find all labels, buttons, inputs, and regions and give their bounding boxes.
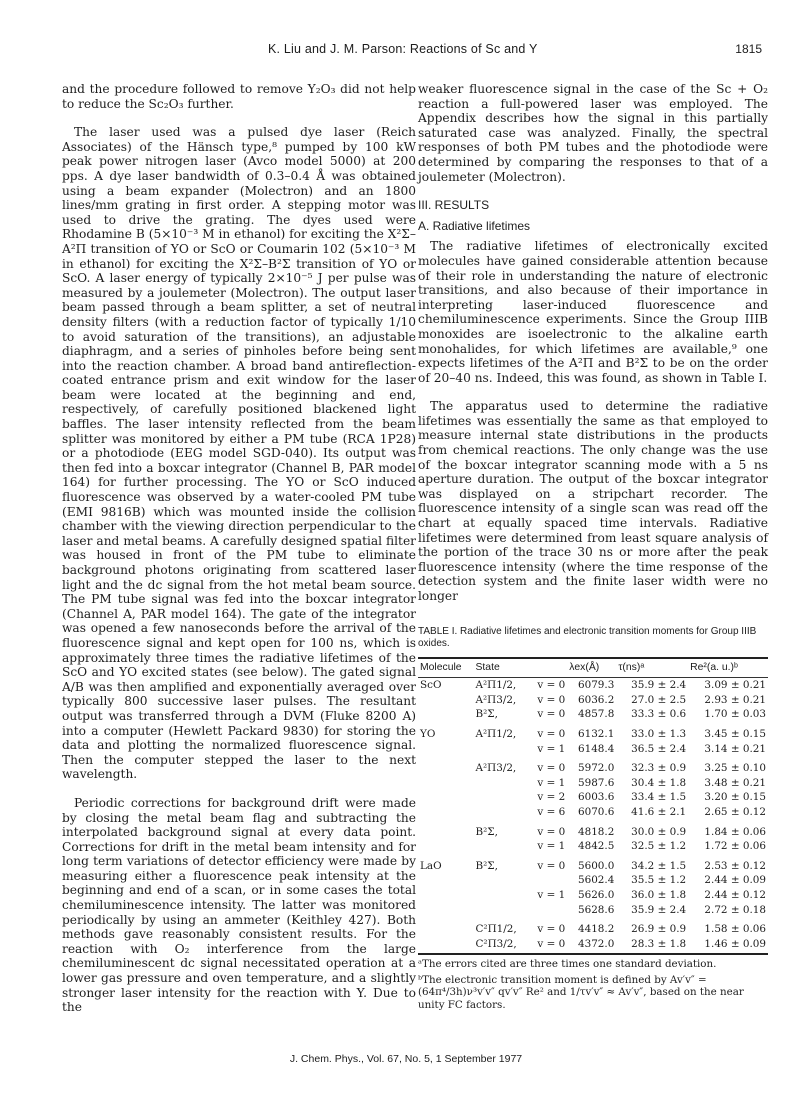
table-cell: 6036.2: [577, 693, 615, 706]
table-cell: [418, 820, 473, 840]
journal-footer: J. Chem. Phys., Vol. 67, No. 5, 1 September 1977: [289, 1053, 523, 1065]
table-cell: A²Π1/2,: [475, 727, 517, 740]
right-paragraph-3: The apparatus used to determine the radiative lifetimes was essentially the same as that employed to measure internal state distributions in the products from chemical reactions. The only change was the use of the boxcar integrator scanning mode with a 5 ns aperture duration. The output of the boxcar integrator was displayed on a stripchart recorder. The fluorescence intensity of a single scan was read off the chart at equally spaced time intervals. Radiative lifetimes were determined from least square analysis of the portion of the trace 30 ns or more after the peak fluorescence intensity (where the time response of the detection system and the finite laser width were no longer: [418, 399, 768, 603]
table-header-cell: λex(Å): [567, 658, 616, 678]
table-row: [418, 756, 768, 776]
table-cell: [473, 776, 528, 791]
left-paragraph-1: and the procedure followed to remove Y₂O₃ did not help to reduce the Sc₂O₃ further.: [62, 82, 416, 111]
table-cell: v = 0: [537, 762, 566, 775]
table-cell: 36.5 ± 2.4: [631, 742, 687, 755]
table-cell: v = 0: [537, 693, 566, 706]
running-header: [0, 42, 812, 62]
table-cell: 33.4 ± 1.5: [631, 791, 687, 804]
table-cell: 2.65 ± 0.12: [704, 805, 766, 818]
table-cell: 33.3 ± 0.6: [631, 708, 687, 721]
table-cell: v = 1: [537, 776, 566, 789]
table-cell: LaO: [420, 859, 442, 872]
table-cell: 2.72 ± 0.18: [704, 903, 766, 916]
table-cell: [418, 873, 473, 888]
right-paragraph-2: The radiative lifetimes of electronically excited molecules have gained considerable attention because of their role in understanding the nature of electronic transitions, and also because of their importance in interpreting laser-induced fluorescence and chemiluminescence experiments. Since the Group IIIB monoxides are isoelectronic to the alkaline earth monohalides, for which lifetimes are available,⁹ one expects lifetimes of the A²Π and B²Σ to be on the order of 20–40 ns. Indeed, this was found, as shown in Table I.: [418, 239, 768, 385]
running-title: K. Liu and J. M. Parson: Reactions of Sc and Y: [268, 42, 538, 56]
table-cell: 4818.2: [577, 825, 615, 838]
table-cell: 35.9 ± 2.4: [631, 903, 687, 916]
table-cell: 3.09 ± 0.21: [704, 679, 766, 692]
table-cell: [418, 937, 473, 955]
table-cell: v = 2: [537, 791, 566, 804]
table-cell: B²Σ,: [475, 708, 498, 721]
table-cell: [418, 839, 473, 854]
table-cell: [473, 839, 528, 854]
table-cell: v = 1: [537, 840, 566, 853]
table-cell: [473, 805, 528, 820]
table-cell: v = 0: [537, 859, 566, 872]
table-cell: 4857.8: [577, 708, 615, 721]
table-cell: 4842.5: [577, 840, 615, 853]
table-cell: [418, 805, 473, 820]
table-cell: B²Σ,: [475, 825, 498, 838]
table-row: [418, 937, 768, 955]
table-cell: [418, 756, 473, 776]
table-cell: [473, 903, 528, 918]
table-cell: v = 0: [529, 937, 568, 955]
table-cell: v = 1: [537, 742, 566, 755]
table-cell: 4372.0: [567, 937, 616, 955]
table-cell: 6079.3: [577, 679, 615, 692]
table-cell: v = 0: [537, 825, 566, 838]
table-row: [418, 903, 768, 918]
table-cell: 5972.0: [577, 762, 615, 775]
table-cell: 34.2 ± 1.5: [631, 859, 687, 872]
table-cell: 3.20 ± 0.15: [704, 791, 766, 804]
table-cell: [529, 903, 568, 918]
table-cell: 28.3 ± 1.8: [616, 937, 688, 955]
table-row: [418, 693, 768, 708]
table-cell: [473, 888, 528, 903]
table-row: [418, 678, 768, 693]
table-cell: 5600.0: [577, 859, 615, 872]
table-cell: 6070.6: [577, 805, 615, 818]
table-row: [418, 805, 768, 820]
table-row: [418, 722, 768, 742]
table-cell: v = 1: [537, 888, 566, 901]
table-cell: 5626.0: [577, 888, 615, 901]
table-cell: 1.84 ± 0.06: [704, 825, 766, 838]
table-cell: [418, 903, 473, 918]
table-cell: YO: [420, 727, 436, 740]
table-cell: 32.3 ± 0.9: [631, 762, 687, 775]
table-row: [418, 707, 768, 722]
table-header-cell: Re²(a. u.)ᵇ: [688, 658, 768, 678]
table-footnote-a: ᵃThe errors cited are three times one standard deviation.: [418, 958, 717, 971]
table-cell: [473, 873, 528, 888]
table-cell: 5602.4: [577, 874, 615, 887]
table-header-row: [418, 658, 768, 678]
table-row: [418, 742, 768, 757]
table-cell: 2.53 ± 0.12: [704, 859, 766, 872]
section-heading: III. RESULTS: [418, 198, 490, 213]
table-cell: 4418.2: [577, 923, 615, 936]
table-cell: 6003.6: [577, 791, 615, 804]
table-header-cell: [529, 658, 568, 678]
table-cell: [418, 790, 473, 805]
table-cell: A²Π1/2,: [475, 679, 517, 692]
table-cell: [418, 917, 473, 937]
table-cell: [473, 790, 528, 805]
table-row: [418, 917, 768, 937]
table-cell: 32.5 ± 1.2: [631, 840, 687, 853]
table-cell: [418, 888, 473, 903]
table-cell: [473, 742, 528, 757]
table-cell: [529, 873, 568, 888]
table-cell: 1.46 ± 0.09: [688, 937, 768, 955]
table-cell: 1.72 ± 0.06: [704, 840, 766, 853]
table-cell: ScO: [420, 679, 442, 692]
table-cell: 35.5 ± 1.2: [631, 874, 687, 887]
table-cell: C²Π1/2,: [475, 923, 517, 936]
table-cell: 30.4 ± 1.8: [631, 776, 687, 789]
table-footnote-b: ᵇThe electronic transition moment is defined by Av′v″ = (64π⁴/3h)ν³v′v″ qv′v″ Re² and 1/τv′v″ ≈ Av′v″, based on the near unity FC factors.: [418, 973, 744, 1012]
table-row: [418, 820, 768, 840]
table-row: [418, 790, 768, 805]
right-paragraph-1: weaker fluorescence signal in the case of the Sc + O₂ reaction a full-powered laser was employed. The Appendix describes how the signal in this partially saturated case was analyzed. Finally, the spectral responses of both PM tubes and the photodiode were determined by comparing the responses to that of a joulemeter (Molectron).: [418, 82, 768, 184]
table-cell: 5628.6: [577, 903, 615, 916]
right-column: [418, 82, 768, 1012]
table-cell: A²Π3/2,: [475, 693, 517, 706]
table-body: [418, 678, 768, 955]
table-cell: 35.9 ± 2.4: [631, 679, 687, 692]
table-cell: v = 0: [537, 923, 566, 936]
table-cell: 6148.4: [577, 742, 615, 755]
table-cell: [418, 776, 473, 791]
table-cell: 6132.1: [577, 727, 615, 740]
table-row: [418, 873, 768, 888]
table-cell: 3.14 ± 0.21: [704, 742, 766, 755]
table-cell: v = 0: [537, 679, 566, 692]
table-row: [418, 776, 768, 791]
table-cell: [418, 693, 473, 708]
table-cell: 27.0 ± 2.5: [631, 693, 687, 706]
table-cell: 2.44 ± 0.09: [704, 874, 766, 887]
left-column: [62, 82, 416, 1029]
table-cell: 26.9 ± 0.9: [631, 923, 687, 936]
table-cell: 2.44 ± 0.12: [704, 888, 766, 901]
table-cell: 3.48 ± 0.21: [704, 776, 766, 789]
subsection-heading: A. Radiative lifetimes: [418, 218, 531, 233]
table-cell: 3.45 ± 0.15: [704, 727, 766, 740]
table-1: [418, 657, 768, 956]
table-cell: 1.58 ± 0.06: [704, 923, 766, 936]
table-cell: 36.0 ± 1.8: [631, 888, 687, 901]
table-header-cell: State: [473, 658, 528, 678]
table-header-cell: Molecule: [418, 658, 473, 678]
table-cell: 5987.6: [577, 776, 615, 789]
left-paragraph-3: Periodic corrections for background drift were made by closing the metal beam flag and subtracting the interpolated background signal at every data point. Corrections for drift in the metal beam intensity and for long term variations of detector efficiency were made by measuring either a fluorescence peak intensity at the beginning and end of a scan, or in some cases the total chemiluminescence intensity. The latter was monitored periodically by using an ammeter (Keithley 427). Both methods gave reasonably consistent results. For the reaction with O₂ interference from the large chemiluminescent dc signal necessitated operation at a lower gas pressure and oven temperature, and a slightly stronger laser intensity for the reaction with Y. Due to the: [62, 795, 416, 1015]
table-caption: TABLE I. Radiative lifetimes and electronic transition moments for Group IIIB oxides.: [418, 625, 757, 650]
table-cell: v = 0: [537, 727, 566, 740]
table-cell: [418, 742, 473, 757]
table-cell: 33.0 ± 1.3: [631, 727, 687, 740]
table-row: [418, 839, 768, 854]
page-number: 1815: [735, 42, 762, 56]
table-header-cell: τ(ns)ᵃ: [616, 658, 688, 678]
table-cell: 2.93 ± 0.21: [704, 693, 766, 706]
table-cell: 41.6 ± 2.1: [631, 805, 687, 818]
table-row: [418, 888, 768, 903]
table-cell: 3.25 ± 0.10: [704, 762, 766, 775]
table-cell: [418, 707, 473, 722]
table-cell: C²Π3/2,: [473, 937, 528, 955]
table-cell: 30.0 ± 0.9: [631, 825, 687, 838]
table-cell: B²Σ,: [475, 859, 498, 872]
table-cell: 1.70 ± 0.03: [704, 708, 766, 721]
left-paragraph-2: The laser used was a pulsed dye laser (Reich Associates) of the Hänsch type,⁸ pumped by 100 kW peak power nitrogen laser (Avco model 5000) at 200 pps. A dye laser bandwidth of 0.3–0.4 Å was obtained using a beam expander (Molectron) and an 1800 lines/mm grating in first order. A stepping motor was used to drive the grating. The dyes used were Rhodamine B (5×10⁻³ M in ethanol) for exciting the X²Σ–A²Π transition of YO or ScO or Coumarin 102 (5×10⁻³ M in ethanol) for exciting the X²Σ–B²Σ transition of YO or ScO. A laser energy of typically 2×10⁻⁵ J per pulse was measured by a joulemeter (Molectron). The output laser beam passed through a beam splitter, a set of neutral density filters (with a reduction factor of typically 1/10 to avoid saturation of the transitions), an adjustable diaphragm, and a series of pinholes before being sent into the reaction chamber. A broad band antireflection-coated entrance prism and exit window for the laser beam were located at the beginning and end, respectively, of carefully positioned blackened light baffles. The laser intensity reflected from the beam splitter was monitored by either a PM tube (RCA 1P28) or a photodiode (EEG model SGD-040). Its output was then fed into a boxcar integrator (Channel B, PAR model 164) for further processing. The YO or ScO induced fluorescence was observed by a water-cooled PM tube (EMI 9816B) which was mounted inside the collision chamber with the viewing direction perpendicular to the laser and metal beams. A carefully designed spatial filter was housed in front of the PM tube to eliminate background photons originating from scattered laser light and the dc signal from the hot metal beam source. The PM tube signal was fed into the boxcar integrator (Channel A, PAR model 164). The gate of the integrator was opened a few nanoseconds before the arrival of the fluorescence signal and kept open for 100 ns, which is approximately three times the radiative lifetimes of the ScO and YO excited states (see below). The gated signal A/B was then amplified and exponentially averaged over typically 800 successive laser pulses. The resultant output was transferred through a DVM (Fluke 8200 A) into a computer (Hewlett Packard 9830) for storing the data and plotting the normalized fluorescence signal. Then the computer stepped the laser to the next wavelength.: [62, 125, 416, 782]
table-cell: A²Π3/2,: [475, 762, 517, 775]
table-cell: v = 6: [537, 805, 566, 818]
table-cell: v = 0: [537, 708, 566, 721]
table-row: [418, 854, 768, 874]
